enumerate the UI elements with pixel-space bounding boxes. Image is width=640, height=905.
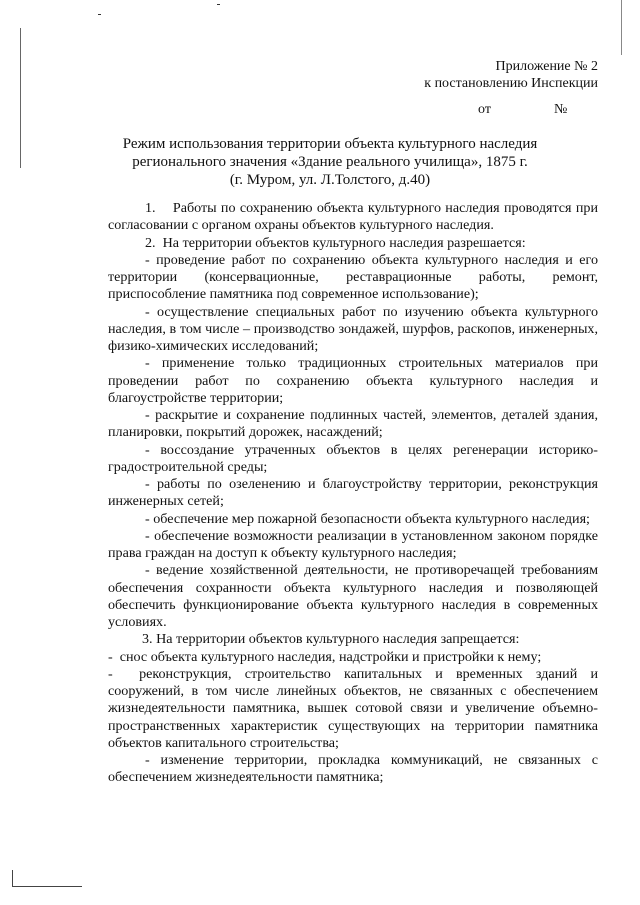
allowed-item: - обеспечение возможности реализации в установленном законом порядке права граждан на доступ к объекту культурного наследия; bbox=[108, 527, 598, 561]
appendix-line-2: к постановлению Инспекции bbox=[424, 76, 598, 91]
scan-artifact-dot bbox=[98, 14, 101, 15]
allowed-item: - воссоздание утраченных объектов в целях регенерации историко-градостроительной среды; bbox=[108, 441, 598, 475]
paragraph-2: 2. На территории объектов культурного наследия разрешается: bbox=[145, 234, 526, 251]
allowed-item: - обеспечение мер пожарной безопасности объекта культурного наследия; bbox=[145, 510, 590, 527]
paragraph-3: 3. На территории объектов культурного наследия запрещается: bbox=[142, 631, 520, 648]
scan-artifact-dot bbox=[217, 4, 220, 5]
paragraph-1: 1. Работы по сохранению объекта культурного наследия проводятся при согласовании с органом охраны объектов культурного наследия. bbox=[108, 200, 598, 234]
allowed-item: - проведение работ по сохранению объекта культурного наследия и его территории (консервационные, реставрационные работы, ремонт, приспособление памятника под современное использование); bbox=[108, 251, 598, 303]
date-label: от bbox=[478, 102, 491, 117]
prohibited-item: - снос объекта культурного наследия, надстройки и пристройки к нему; bbox=[108, 648, 542, 665]
prohibited-item: - изменение территории, прокладка коммуникаций, не связанных с обеспечением жизнедеятельности памятника; bbox=[108, 752, 598, 786]
allowed-item: - осуществление специальных работ по изучению объекта культурного наследия, в том числе – производство зондажей, шурфов, раскопов, инженерных, физико-химических исследований; bbox=[108, 303, 598, 354]
title-line-1: Режим использования территории объекта культурного наследия bbox=[122, 136, 538, 152]
prohibited-item: - реконструкция, строительство капитальных и временных зданий и сооружений, в том числе линейных объектов, не связанных с обеспечением жизнедеятельности памятника, вышек сотовой связи и увеличение объемно-пространственных характеристик существующих на территории памятника объектов капитального строительства; bbox=[108, 665, 598, 751]
scan-artifact-left-line bbox=[20, 28, 21, 168]
scan-artifact-right-line bbox=[621, 0, 622, 55]
allowed-item: - применение только традиционных строительных материалов при проведении работ по сохранению объекта культурного наследия и благоустройстве территории; bbox=[108, 355, 598, 406]
document-title bbox=[100, 135, 560, 189]
title-line-2: регионального значения «Здание реального училища», 1875 г. bbox=[132, 154, 528, 170]
number-label: № bbox=[554, 102, 568, 117]
scan-artifact-bottom-corner bbox=[12, 870, 13, 887]
title-line-3: (г. Муром, ул. Л.Толстого, д.40) bbox=[229, 172, 431, 188]
scan-artifact-bottom-line bbox=[12, 886, 82, 887]
document-body bbox=[108, 200, 598, 787]
allowed-item: - ведение хозяйственной деятельности, не противоречащей требованиям обеспечения сохранности объекта культурного наследия и позволяющей обеспечить функционирование объекта культурного наследия в современных условиях. bbox=[108, 562, 598, 630]
allowed-item: - раскрытие и сохранение подлинных частей, элементов, деталей здания, планировки, покрытий дорожек, насаждений; bbox=[108, 407, 598, 441]
appendix-header bbox=[424, 58, 598, 92]
allowed-item: - работы по озеленению и благоустройству территории, реконструкция инженерных сетей; bbox=[108, 476, 598, 510]
appendix-line-1: Приложение № 2 bbox=[495, 59, 598, 74]
